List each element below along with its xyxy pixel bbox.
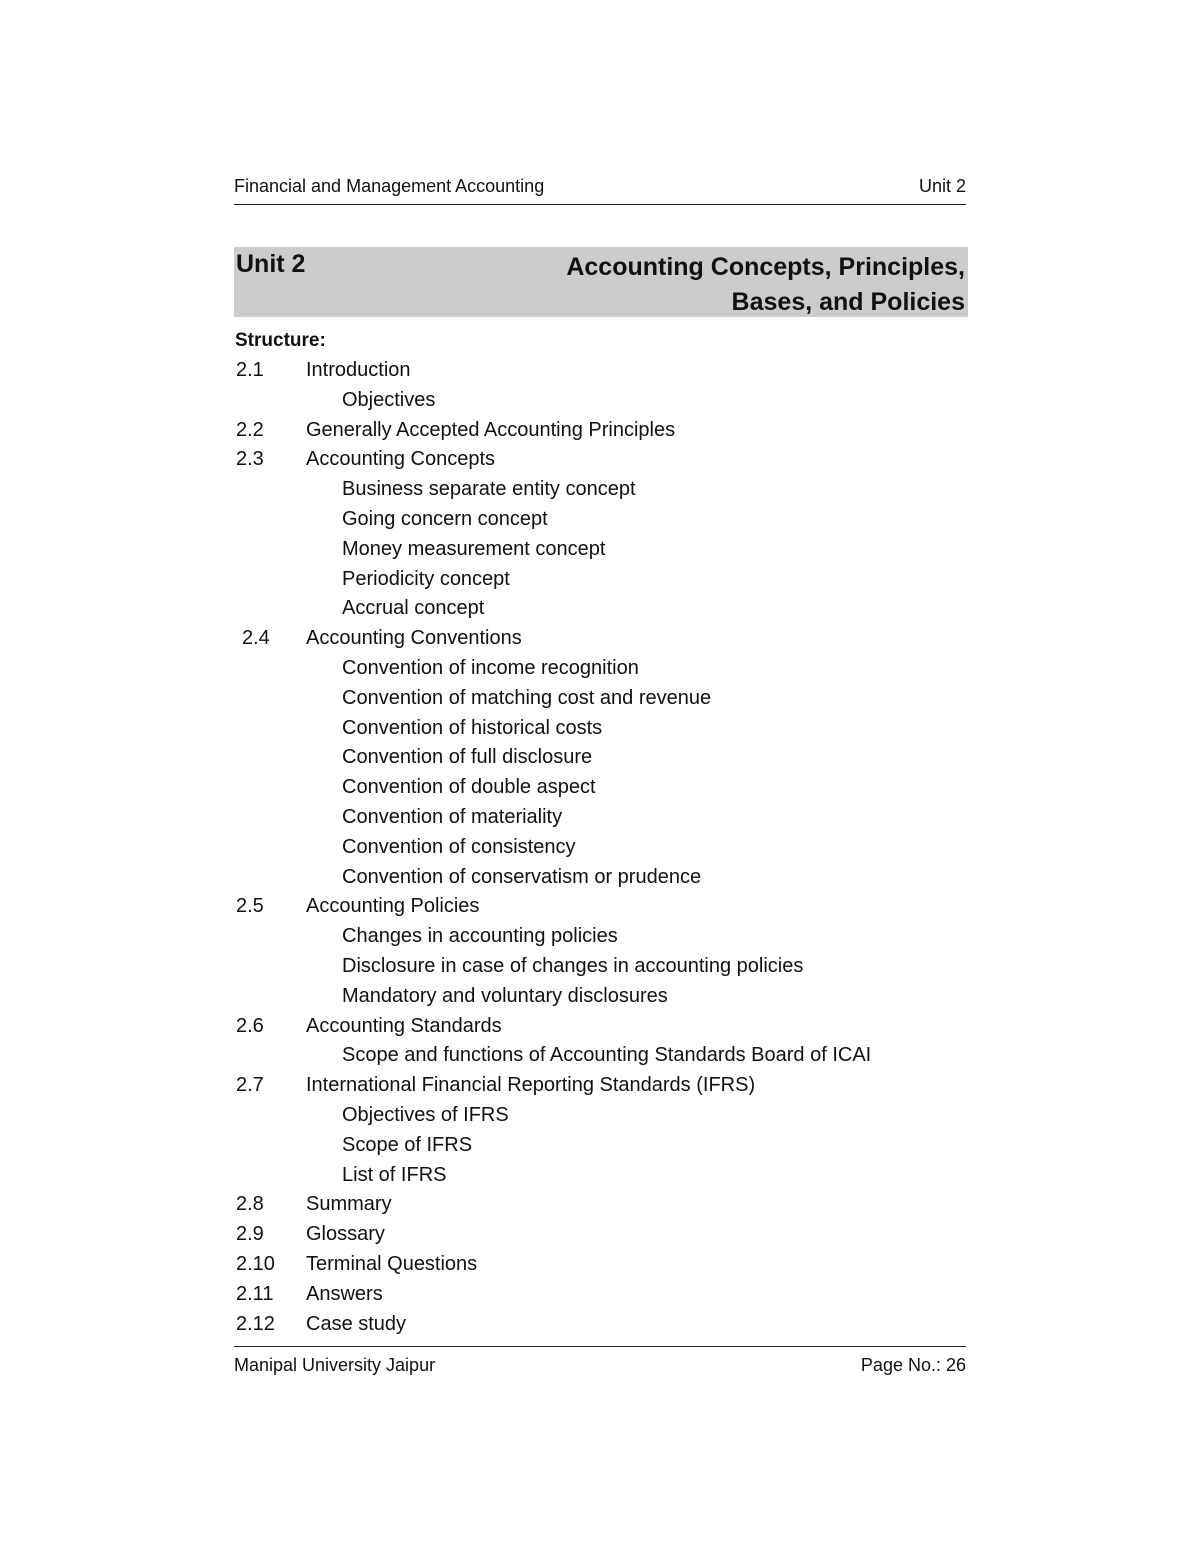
structure-subitem (234, 1161, 968, 1191)
structure-subitem (234, 475, 968, 505)
structure-item (234, 1250, 968, 1280)
structure-item (234, 624, 968, 654)
structure-subitem (234, 535, 968, 565)
structure-subitem (234, 1041, 968, 1071)
structure-subitem (234, 863, 968, 893)
section-title: Scope of IFRS (342, 1133, 473, 1156)
section-number: 2.10 (236, 1252, 275, 1275)
section-title: Answers (306, 1282, 383, 1305)
section-title: Objectives of IFRS (342, 1103, 509, 1126)
structure-item (234, 1310, 968, 1340)
structure-item (234, 1280, 968, 1310)
section-number: 2.9 (236, 1223, 264, 1246)
structure-subitem (234, 684, 968, 714)
section-title: Convention of double aspect (342, 776, 596, 799)
section-title: Introduction (306, 359, 411, 381)
section-number: 2.12 (236, 1312, 275, 1335)
section-title: Terminal Questions (306, 1252, 478, 1275)
structure-item (234, 356, 968, 386)
section-number: 2.2 (236, 418, 264, 441)
structure-subitem (234, 505, 968, 535)
section-title: Convention of income recognition (342, 656, 639, 679)
section-title: Going concern concept (342, 507, 548, 530)
section-title: Convention of conservatism or prudence (342, 865, 702, 888)
section-title: Glossary (306, 1223, 385, 1246)
footer-publisher: Manipal University Jaipur (234, 1355, 436, 1375)
section-title: Convention of full disclosure (342, 746, 593, 769)
section-title: Business separate entity concept (342, 478, 636, 501)
section-number: 2.8 (236, 1193, 264, 1216)
structure-subitem (234, 743, 968, 773)
structure-subitem (234, 952, 968, 982)
section-title: Accrual concept (342, 597, 485, 620)
structure-item (234, 1012, 968, 1042)
structure-item (234, 445, 968, 475)
structure-subitem (234, 773, 968, 803)
structure-item (234, 416, 968, 446)
section-title: International Financial Reporting Standards (IFRS) (306, 1074, 756, 1097)
section-title: Scope and functions of Accounting Standards Board of ICAI (342, 1044, 872, 1067)
running-footer (234, 1346, 966, 1376)
structure-item (234, 1220, 968, 1250)
footer-page-number: Page No.: 26 (860, 1355, 966, 1375)
section-title: Objectives (342, 388, 436, 411)
header-book-title: Financial and Management Accounting (234, 176, 545, 196)
structure-subitem (234, 1131, 968, 1161)
section-title: Periodicity concept (342, 567, 510, 590)
section-title: List of IFRS (342, 1163, 447, 1186)
section-title: Summary (306, 1193, 392, 1216)
section-title: Disclosure in case of changes in accounting policies (342, 954, 804, 977)
section-number: 2.6 (236, 1014, 264, 1037)
structure-subitem (234, 594, 968, 624)
section-number: 2.1 (236, 359, 264, 381)
section-title: Convention of historical costs (342, 716, 603, 739)
unit-title-line-1: Accounting Concepts, Principles, (566, 253, 965, 281)
structure-heading: Structure: (235, 330, 326, 351)
structure-subitem (234, 386, 968, 416)
structure-subitem (234, 1101, 968, 1131)
section-title: Generally Accepted Accounting Principles (306, 418, 676, 441)
section-number: 2.5 (236, 895, 264, 918)
structure-subitem (234, 565, 968, 595)
section-number: 2.4 (242, 627, 270, 650)
structure-subitem (234, 922, 968, 952)
structure-subitem (234, 654, 968, 684)
structure-list (234, 356, 968, 1339)
running-header (234, 176, 966, 205)
structure-item (234, 1071, 968, 1101)
structure-subitem (234, 982, 968, 1012)
section-title: Accounting Concepts (306, 448, 496, 471)
structure-item (234, 1190, 968, 1220)
section-title: Accounting Policies (306, 895, 480, 918)
section-title: Money measurement concept (342, 537, 606, 560)
structure-subitem (234, 803, 968, 833)
section-title: Case study (306, 1312, 407, 1335)
section-title: Convention of materiality (342, 805, 563, 828)
unit-label: Unit 2 (236, 250, 306, 278)
header-unit: Unit 2 (918, 176, 966, 196)
section-number: 2.7 (236, 1074, 264, 1097)
document-page (234, 0, 968, 1553)
section-number: 2.11 (236, 1282, 274, 1305)
section-title: Accounting Conventions (306, 627, 522, 650)
unit-title-line-2: Bases, and Policies (731, 288, 965, 316)
structure-subitem (234, 833, 968, 863)
structure-subitem (234, 714, 968, 744)
section-title: Changes in accounting policies (342, 925, 618, 948)
unit-title-banner (234, 247, 968, 317)
section-number: 2.3 (236, 448, 264, 471)
section-title: Convention of consistency (342, 835, 576, 858)
unit-title (566, 250, 965, 320)
section-title: Accounting Standards (306, 1014, 502, 1037)
structure-item (234, 892, 968, 922)
section-title: Mandatory and voluntary disclosures (342, 984, 668, 1007)
section-title: Convention of matching cost and revenue (342, 686, 712, 709)
